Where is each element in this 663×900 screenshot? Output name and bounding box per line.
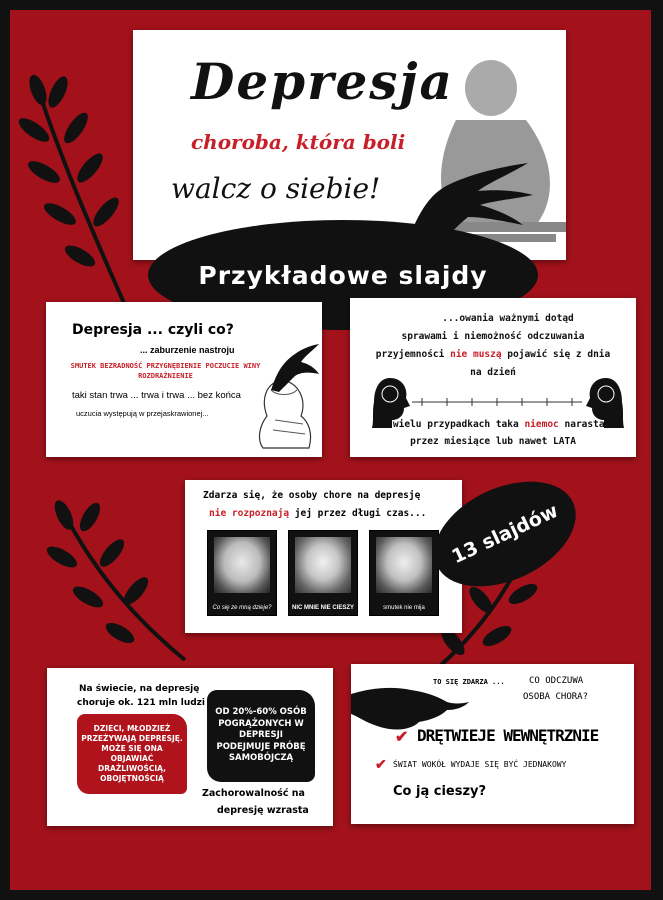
slide2-line1: ...owania ważnymi dotąd	[442, 313, 574, 324]
reaching-hand-icon	[261, 342, 321, 392]
photo-card-1	[207, 530, 277, 616]
black-info-blob	[207, 690, 315, 782]
slide2-line5b: niemoc	[524, 419, 559, 430]
slide5-line4: DRĘTWIEJE WEWNĘTRZNIE	[417, 726, 599, 745]
slide-4	[47, 668, 333, 826]
check-icon-2: ✔	[375, 756, 387, 772]
slide2-line2: sprawami i niemożność odczuwania	[401, 331, 585, 342]
slide2-line3b: nie muszą	[450, 349, 502, 360]
cover-title: Depresja	[191, 52, 454, 111]
woman-portrait-2	[295, 537, 351, 593]
slide2-line6: przez miesiące lub nawet LATA	[410, 436, 576, 447]
photo-card-2	[288, 530, 358, 616]
slide-count-text: 13 slajdów	[448, 499, 562, 569]
check-icon-1: ✔	[395, 729, 409, 746]
banner-text: Przykładowe slajdy	[198, 260, 488, 290]
black-blob-text: OD 20%-60% OSÓB POGRĄŻONYCH W DEPRESJI PODEJMUJE PRÓBĘ SAMOBÓJCZĄ	[215, 707, 307, 764]
slide2-line3a: przyjemności	[375, 349, 451, 360]
photo-card-3	[369, 530, 439, 616]
slide5-line6: Co ją cieszy?	[393, 784, 487, 799]
slide-3	[185, 480, 462, 633]
slide2-line3	[350, 346, 636, 364]
slide2-line3c: pojawić się z dnia	[501, 349, 611, 360]
photo-caption-1: Co się ze mną dzieje?	[212, 605, 272, 611]
slide5-line3: OSOBA CHORA?	[523, 692, 589, 702]
slide3-line1: Zdarza się, że osoby chore na depresję	[203, 490, 421, 501]
slide2-line5a: W wielu przypadkach taka	[381, 419, 525, 430]
slide3-line2b: jej przez długi czas...	[289, 508, 427, 519]
slide2-line5	[350, 416, 636, 433]
red-blob-text: DZIECI, MŁODZIEŻ PRZEŻYWAJĄ DEPRESJĘ. MOŻE SIĘ ONA OBJAWIAĆ DRAŻLIWOŚCIĄ, OBOJĘTNOŚCIĄ	[81, 723, 183, 784]
branch-top-left-icon	[18, 72, 138, 332]
slide5-line2: CO ODCZUWA	[529, 676, 584, 686]
slide4-line1: Na świecie, na depresję	[79, 684, 200, 694]
slide1-line3: uczucia występują w przejaskrawionej...	[76, 409, 209, 418]
woman-portrait-3	[376, 537, 432, 593]
slide4-line3: Zachorowalność na	[202, 788, 305, 799]
slide5-line1: TO SIĘ ZDARZA ...	[433, 678, 505, 686]
slide1-title: Depresja ... czyli co?	[72, 322, 234, 338]
cover-tagline: walcz o siebie!	[171, 172, 381, 205]
woman-portrait-1	[214, 537, 270, 593]
red-info-blob	[77, 714, 187, 794]
slide1-line2: taki stan trwa ... trwa i trwa ... bez końca	[72, 390, 241, 401]
poster	[10, 10, 651, 890]
slide-2	[350, 298, 636, 457]
slide4-line2: choruje ok. 121 mln ludzi	[77, 698, 205, 708]
photo-caption-3: smutek nie mija	[383, 605, 425, 611]
slide5-line5: ŚWIAT WOKÓŁ WYDAJE SIĘ BYĆ JEDNAKOWY	[393, 760, 567, 769]
slide-1	[46, 302, 322, 457]
slide1-line1: ... zaburzenie nastroju	[140, 345, 235, 355]
slide2-line5c: narasta	[558, 419, 605, 430]
timeline-icon	[412, 392, 582, 412]
slide2-line4: na dzień	[470, 367, 516, 378]
cover-subtitle: choroba, która boli	[191, 130, 406, 154]
slide4-line4: depresję wzrasta	[217, 805, 309, 816]
slide3-line2	[209, 508, 426, 519]
slide-5	[351, 664, 634, 824]
slide1-list: SMUTEK BEZRADNOŚĆ PRZYGNĘBIENIE POCZUCIE WINY ROZDRAŻNIENIE	[70, 362, 261, 380]
photo-caption-2: NIC MNIE NIE CIESZY	[291, 605, 354, 611]
branch-mid-left-icon	[40, 495, 190, 675]
slide3-line2a: nie rozpoznają	[209, 508, 290, 519]
